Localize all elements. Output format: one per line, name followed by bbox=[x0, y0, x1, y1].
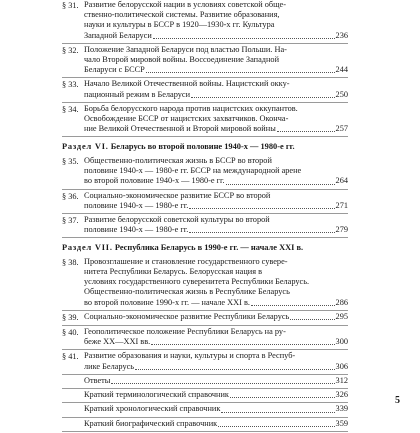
toc-entry-last-line bbox=[84, 124, 348, 134]
divider bbox=[62, 388, 348, 389]
dot-leader bbox=[290, 318, 334, 320]
toc-entry-page: 236 bbox=[335, 30, 348, 40]
toc-entry-text: ственно-политической системы. Развитие образования, bbox=[84, 10, 280, 20]
toc-entry-page: 295 bbox=[335, 311, 348, 321]
divider bbox=[62, 374, 348, 375]
toc-entry-number-spacer bbox=[62, 419, 84, 420]
divider bbox=[62, 213, 348, 214]
toc-entry-text: беже XX—XXI вв. bbox=[84, 337, 151, 347]
toc-entry-page: 279 bbox=[335, 225, 348, 235]
toc-entry-page: 271 bbox=[335, 200, 348, 210]
section-label: Раздел VII. bbox=[62, 243, 113, 253]
toc-entry-text: Геополитическое положение Республики Беларусь на ру- bbox=[84, 327, 286, 337]
toc-group-b bbox=[62, 156, 348, 238]
toc-entry-last-line bbox=[84, 298, 348, 308]
toc-entry-text: науки и культуры в БССР в 1920—1930-х гг. Культура bbox=[84, 20, 275, 30]
dot-leader bbox=[153, 37, 335, 39]
toc-entry-body bbox=[84, 104, 348, 135]
toc-entry-number: § 31. bbox=[62, 1, 79, 10]
toc-entry-text: ние Великой Отечественной и Второй мировой войны bbox=[84, 124, 276, 134]
dot-leader bbox=[251, 304, 335, 306]
toc-entry-number: § 39. bbox=[62, 312, 79, 322]
toc-entry-page: 264 bbox=[335, 176, 348, 186]
dot-leader bbox=[221, 411, 334, 413]
dot-leader bbox=[191, 96, 335, 98]
toc-entry-body bbox=[84, 419, 348, 429]
divider bbox=[62, 77, 348, 78]
toc-entry-number: § 37. bbox=[62, 215, 79, 225]
toc-entry[interactable] bbox=[62, 257, 348, 308]
toc-entry-text: половине 1940-х — 1980-е гг. БССР на международной арене bbox=[84, 166, 302, 176]
toc-entry-number-spacer bbox=[62, 390, 84, 391]
toc-entry-last-line bbox=[84, 376, 348, 386]
section-heading-7 bbox=[62, 239, 348, 257]
toc-entry-text: во второй половине 1990-х гг. — начале XXI в. bbox=[84, 297, 250, 307]
toc-entry-last-line bbox=[84, 176, 348, 186]
toc-entry-number: § 38. bbox=[62, 257, 79, 267]
toc-entry-text: Развитие образования и науки, культуры и спорта в Респуб- bbox=[84, 351, 296, 361]
dot-leader bbox=[135, 368, 334, 370]
toc-entry-last-line bbox=[84, 201, 348, 211]
toc-entry-text: Социально-экономическое развитие БССР во второй bbox=[84, 190, 271, 200]
toc-entry-last-line bbox=[84, 390, 348, 400]
dot-leader bbox=[146, 71, 335, 73]
toc-entry-page: 286 bbox=[335, 297, 348, 307]
toc-entry-text: Положение Западной Беларуси под властью Польши. На- bbox=[84, 44, 287, 54]
toc-entry-body bbox=[84, 404, 348, 414]
toc-entry-last-line bbox=[84, 337, 348, 347]
toc-entry-page: 306 bbox=[335, 361, 348, 371]
toc-entry-body bbox=[84, 257, 348, 308]
toc-entry-last-line bbox=[84, 31, 348, 41]
dot-leader bbox=[189, 207, 334, 209]
toc-entry-last-line bbox=[84, 312, 348, 322]
dot-leader bbox=[218, 425, 334, 427]
section-label: Раздел VI. bbox=[62, 142, 109, 152]
toc-entry-number: § 40. bbox=[62, 328, 79, 338]
toc-entry-number-spacer bbox=[62, 376, 84, 377]
toc-entry-text: Провозглашение и становление государственного сувере- bbox=[84, 256, 288, 266]
toc-entry-text: Развитие белорусской советской культуры во второй bbox=[84, 214, 270, 224]
toc-entry-body bbox=[84, 0, 348, 41]
toc-entry[interactable] bbox=[62, 327, 348, 347]
toc-entry-page: 250 bbox=[335, 89, 348, 99]
toc-entry-page: 359 bbox=[335, 418, 348, 428]
toc-entry-text: Краткий хронологический справочник bbox=[84, 404, 221, 414]
toc-entry[interactable] bbox=[62, 404, 348, 414]
toc-group-c bbox=[62, 257, 348, 375]
toc-entry[interactable] bbox=[62, 0, 348, 41]
toc-entry-page: 244 bbox=[335, 65, 348, 75]
toc-entry-page: 339 bbox=[335, 404, 348, 414]
dot-leader bbox=[230, 396, 335, 398]
toc-entry-body bbox=[84, 327, 348, 347]
toc-entry-text: Начало Великой Отечественной войны. Нацистский окку- bbox=[84, 79, 290, 89]
toc-entry[interactable] bbox=[62, 45, 348, 76]
toc-entry-last-line bbox=[84, 419, 348, 429]
toc-entry-text: чало Второй мировой войны. Воссоединение Западной bbox=[84, 55, 280, 65]
toc-entry-number: § 36. bbox=[62, 191, 79, 201]
toc-entry-last-line bbox=[84, 225, 348, 235]
divider bbox=[62, 431, 348, 432]
toc-entry[interactable] bbox=[62, 191, 348, 211]
table-of-contents bbox=[62, 0, 348, 433]
toc-entry-body bbox=[84, 191, 348, 211]
toc-entry-text: Развитие белорусской нации в условиях советской обще- bbox=[84, 0, 286, 9]
dot-leader bbox=[226, 183, 335, 185]
dot-leader bbox=[189, 231, 334, 233]
toc-entry[interactable] bbox=[62, 215, 348, 235]
divider bbox=[62, 136, 348, 137]
toc-group-d bbox=[62, 376, 348, 432]
toc-entry-text: нитета Республики Беларусь. Белорусская нация в bbox=[84, 267, 263, 277]
section-heading-6 bbox=[62, 138, 348, 156]
toc-entry-number: § 35. bbox=[62, 156, 79, 166]
divider bbox=[62, 43, 348, 44]
toc-entry-number: § 32. bbox=[62, 45, 79, 55]
toc-entry-text: Общественно-политическая жизнь в Республике Беларусь bbox=[84, 287, 290, 297]
toc-entry-page: 257 bbox=[335, 124, 348, 134]
toc-entry-number: § 33. bbox=[62, 80, 79, 90]
section-title: Беларусь во второй половине 1940-х — 1980-е гг. bbox=[110, 142, 295, 152]
divider bbox=[62, 189, 348, 190]
toc-entry-page: 300 bbox=[335, 337, 348, 347]
toc-entry-text: Краткий биографический справочник bbox=[84, 418, 218, 428]
toc-entry-body bbox=[84, 390, 348, 400]
toc-entry-page: 326 bbox=[335, 390, 348, 400]
toc-entry-body bbox=[84, 79, 348, 99]
divider bbox=[62, 417, 348, 418]
dot-leader bbox=[111, 382, 334, 384]
dot-leader bbox=[151, 343, 334, 345]
toc-group-a bbox=[62, 0, 348, 137]
toc-entry-body bbox=[84, 312, 348, 322]
toc-entry-number-spacer bbox=[62, 404, 84, 405]
toc-entry-body bbox=[84, 351, 348, 371]
toc-entry-text: условиях государственного суверенитета Республики Беларусь. bbox=[84, 277, 310, 287]
toc-entry-text: Общественно-политическая жизнь в БССР во второй bbox=[84, 155, 272, 165]
toc-entry-number: § 41. bbox=[62, 352, 79, 362]
toc-entry-text: половине 1940-х — 1980-е гг. bbox=[84, 200, 189, 210]
divider bbox=[62, 310, 348, 311]
toc-entry[interactable] bbox=[62, 390, 348, 400]
toc-entry-text: Краткий терминологический справочник bbox=[84, 390, 229, 400]
toc-entry[interactable] bbox=[62, 104, 348, 135]
toc-entry-number: § 34. bbox=[62, 104, 79, 114]
dot-leader bbox=[277, 130, 335, 132]
divider bbox=[62, 402, 348, 403]
toc-entry-page: 312 bbox=[335, 375, 348, 385]
toc-entry[interactable] bbox=[62, 79, 348, 99]
divider bbox=[62, 325, 348, 326]
toc-entry-text: Западной Беларуси bbox=[84, 30, 152, 40]
toc-entry-last-line bbox=[84, 404, 348, 414]
toc-entry-body bbox=[84, 156, 348, 187]
divider bbox=[62, 349, 348, 350]
toc-entry-text: пационный режим в Беларуси bbox=[84, 89, 191, 99]
toc-entry-text: Борьба белорусского народа против нацистских оккупантов. bbox=[84, 103, 298, 113]
toc-entry[interactable] bbox=[62, 376, 348, 386]
toc-entry[interactable] bbox=[62, 351, 348, 371]
toc-entry-text: Социально-экономическое развитие Республики Беларусь bbox=[84, 311, 290, 321]
divider bbox=[62, 237, 348, 238]
toc-entry[interactable] bbox=[62, 312, 348, 323]
toc-entry-text: Освобождение БССР от нацистских захватчиков. Оконча- bbox=[84, 114, 289, 124]
toc-entry-last-line bbox=[84, 90, 348, 100]
toc-entry[interactable] bbox=[62, 156, 348, 187]
divider bbox=[62, 102, 348, 103]
toc-entry-last-line bbox=[84, 65, 348, 75]
toc-entry-text: лике Беларусь bbox=[84, 361, 135, 371]
toc-entry-body bbox=[84, 376, 348, 386]
toc-entry-text: во второй половине 1940-х — 1980-е гг. bbox=[84, 176, 225, 186]
toc-entry-text: Беларуси с БССР bbox=[84, 65, 145, 75]
toc-entry-text: Ответы bbox=[84, 375, 111, 385]
toc-entry-body bbox=[84, 215, 348, 235]
section-title: Республика Беларусь в 1990-е гг. — начале XXI в. bbox=[114, 243, 304, 253]
toc-entry-last-line bbox=[84, 362, 348, 372]
toc-entry[interactable] bbox=[62, 419, 348, 429]
toc-entry-text: половине 1940-х — 1980-е гг. bbox=[84, 225, 189, 235]
page-number: 5 bbox=[395, 395, 400, 406]
toc-entry-body bbox=[84, 45, 348, 76]
